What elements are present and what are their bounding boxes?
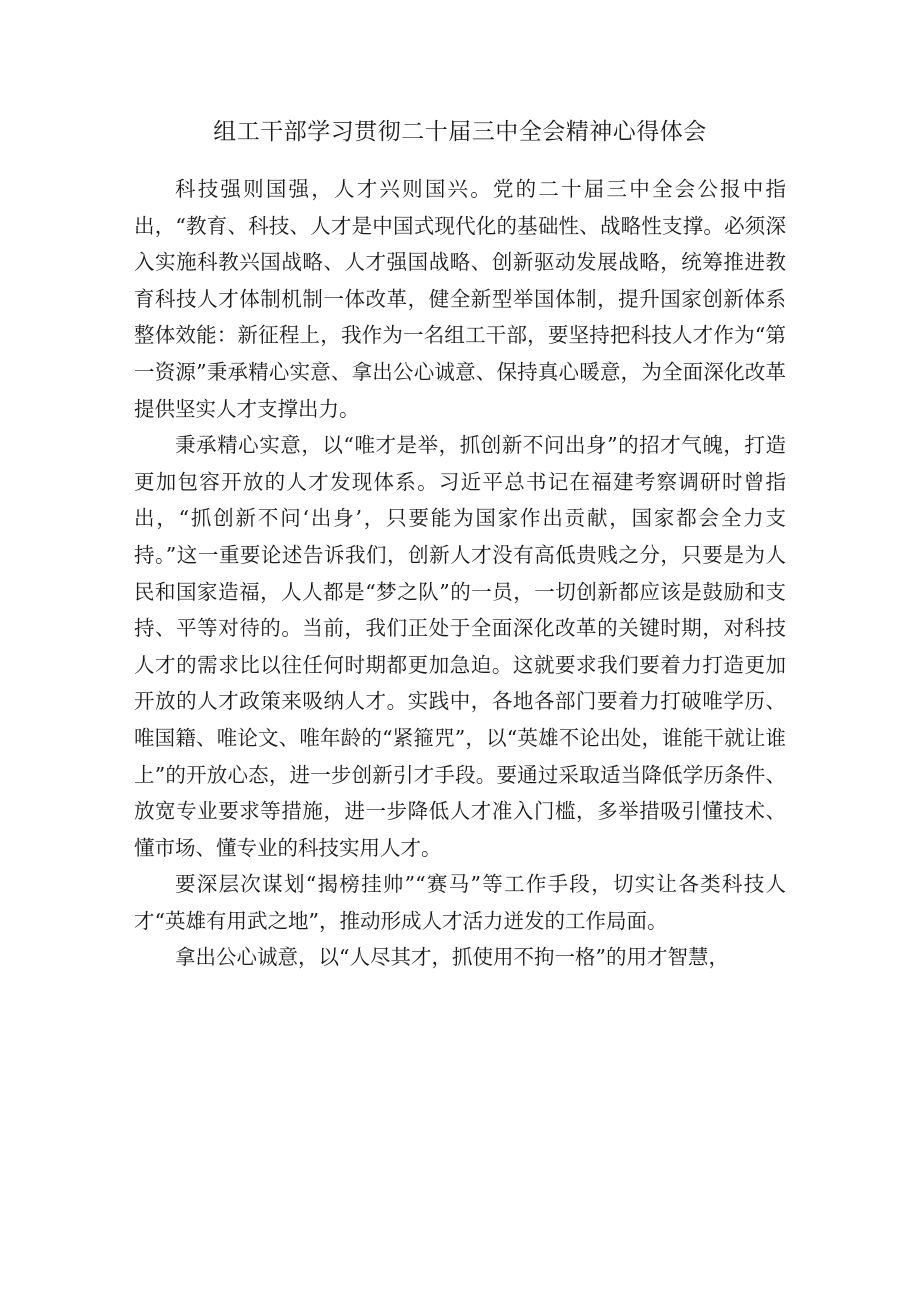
paragraph-intro: 科技强则国强，人才兴则国兴。党的二十届三中全会公报中指出，“教育、科技、人才是中国式现代化的基础性、战略性支撑。必须深入实施科教兴国战略、人才强国战略、创新驱动发展战略，统筹推进教育科技人才体制机制一体改革，健全新型举国体制，提升国家创新体系整体效能：新征程上，我作为一名组工干部，要坚持把科技人才作为“第一资源”秉承精心实意、拿出公心诚意、保持真心暖意，为全面深化改革提供坚实人才支撑出力。	[134, 177, 786, 421]
paragraph-talent-mechanism: 要深层次谋划“揭榜挂帅”“赛马”等工作手段，切实让各类科技人才“英雄有用武之地”，推动形成人才活力迸发的工作局面。	[134, 872, 786, 933]
paragraph-talent-use: 拿出公心诚意，以“人尽其才，抓使用不拘一格”的用才智慧，	[175, 945, 729, 970]
document-title: 组工干部学习贯彻二十届三中全会精神心得体会	[213, 119, 707, 145]
paragraph-talent-discovery: 秉承精心实意，以“唯才是举，抓创新不问出身”的招才气魄，打造更加包容开放的人才发现体系。习近平总书记在福建考察调研时曾指出，“抓创新不问‘出身’，只要能为国家作出贡献，国家都会全力支持。”这一重要论述告诉我们，创新人才没有高低贵贱之分，只要是为人民和国家造福，人人都是“梦之队”的一员，一切创新都应该是鼓励和支持、平等对待的。当前，我们正处于全面深化改革的关键时期，对科技人才的需求比以往任何时期都更加急迫。这就要求我们要着力打造更加开放的人才政策来吸纳人才。实践中，各地各部门要着力打破唯学历、唯国籍、唯论文、唯年龄的“紧箍咒”，以“英雄不论出处，谁能干就让谁上”的开放心态，进一步创新引才手段。要通过采取适当降低学历条件、放宽专业要求等措施，进一步降低人才准入门槛，多举措吸引懂技术、懂市场、懂专业的科技实用人才。	[134, 433, 786, 860]
document-body	[134, 171, 786, 976]
